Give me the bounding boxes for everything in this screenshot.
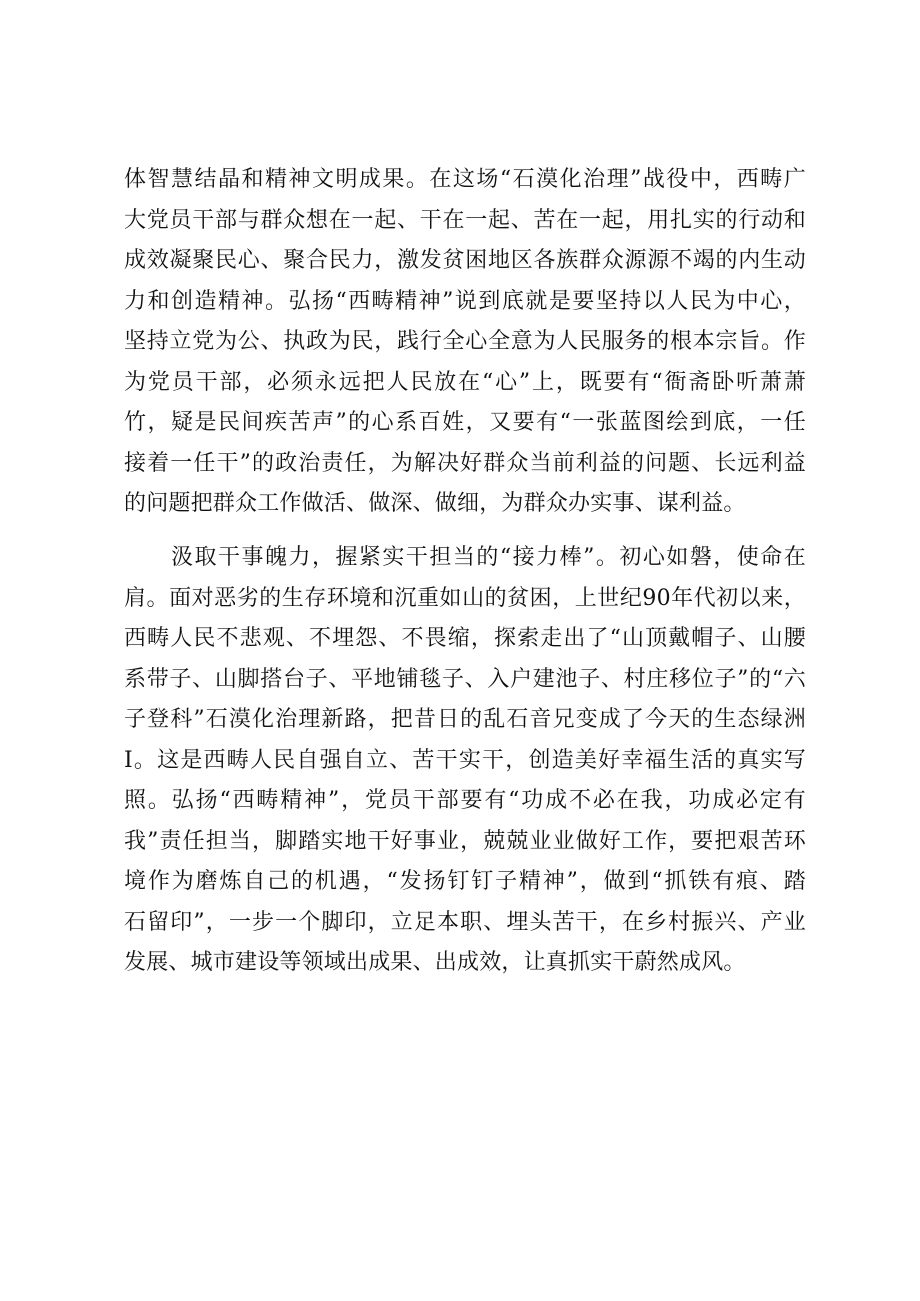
paragraph-1 — [124, 160, 806, 525]
text-line: 成效凝聚民心、聚合民力，激发贫困地区各族群众源源不竭的内生动 — [124, 248, 806, 273]
text-line: 西畴人民不悲观、不埋怨、不畏缩，探索走出了“山顶戴帽子、山腰 — [124, 626, 806, 651]
text-line: 照。弘扬“西畴精神”，党员干部要有“功成不必在我，功成必定有 — [124, 788, 806, 813]
text-line: 发展、城市建设等领域出成果、出成效，让真抓实干蔚然成风。 — [124, 950, 746, 975]
text-line: 石留印”，一步一个脚印，立足本职、埋头苦干，在乡村振兴、产业 — [124, 909, 806, 935]
text-line: I。这是西畴人民自强自立、苦干实干，创造美好幸福生活的真实写 — [124, 747, 806, 773]
text-line: 的问题把群众工作做活、做深、做细，为群众办实事、谋利益。 — [124, 491, 746, 516]
text-line: 接着一任干”的政治责任，为解决好群众当前利益的问题、长远利益 — [124, 450, 806, 476]
text-line: 为党员干部，必须永远把人民放在“心”上，既要有“衙斋卧听萧萧 — [124, 369, 806, 395]
text-line: 大党员干部与群众想在一起、干在一起、苦在一起，用扎实的行动和 — [124, 207, 806, 233]
text-line: 系带子、山脚搭台子、平地铺毯子、入户建池子、村庄移位子”的“六 — [124, 666, 806, 692]
text-line: 汲取干事魄力，握紧实干担当的“接力棒”。初心如磐，使命在 — [124, 545, 806, 570]
text-line: 我”责任担当，脚踏实地干好事业，兢兢业业做好工作，要把艰苦环 — [124, 828, 806, 854]
text-line: 境作为磨炼自己的机遇，“发扬钉钉子精神”，做到“抓铁有痕、踏 — [124, 869, 806, 894]
text-line: 力和创造精神。弘扬“西畴精神”说到底就是要坚持以人民为中心， — [124, 288, 806, 314]
text-line: 肩。面对恶劣的生存环境和沉重如山的贫困，上世纪90年代初以来， — [124, 585, 806, 611]
text-line: 子登科”石漠化治理新路，把昔日的乱石音兄变成了今天的生态绿洲 — [124, 707, 806, 732]
text-line: 坚持立党为公、执政为民，践行全心全意为人民服务的根本宗旨。作 — [124, 329, 806, 354]
paragraph-2 — [124, 538, 806, 984]
text-line: 竹，疑是民间疾苦声”的心系百姓，又要有“一张蓝图绘到底，一任 — [124, 410, 806, 435]
text-line: 体智慧结晶和精神文明成果。在这场“石漠化治理”战役中，西畴广 — [124, 167, 806, 192]
